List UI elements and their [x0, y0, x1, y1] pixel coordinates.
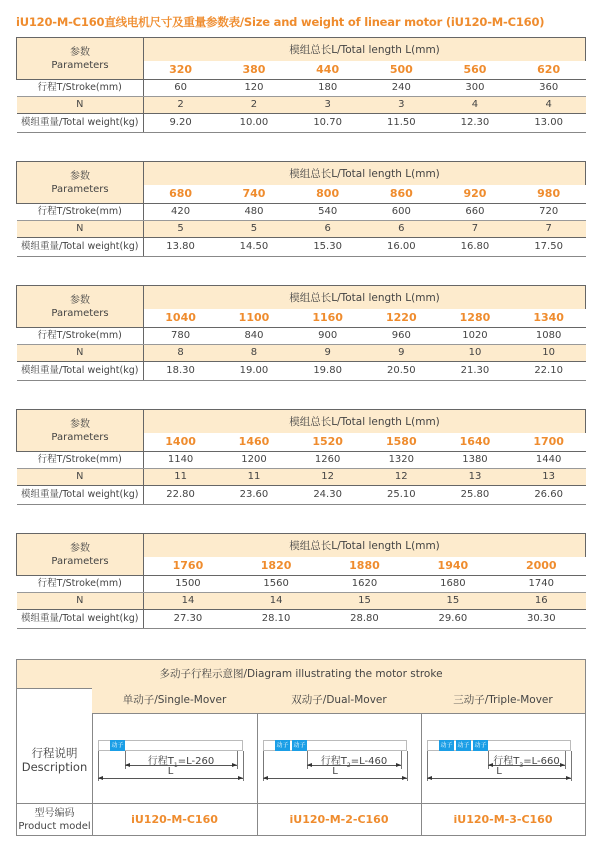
length-value: 1340 — [512, 309, 586, 328]
weight-value: 16.80 — [438, 238, 512, 257]
stroke-value: 120 — [217, 80, 291, 97]
length-value: 620 — [512, 61, 586, 80]
n-value: 9 — [364, 345, 438, 362]
length-value: 1760 — [144, 557, 232, 576]
parameters-header — [17, 410, 144, 452]
n-value: 2 — [217, 97, 291, 114]
length-value: 980 — [512, 185, 586, 204]
n-value: 13 — [512, 469, 586, 486]
spec-table — [16, 533, 586, 629]
length-value: 1580 — [364, 433, 438, 452]
stroke-row-label: 行程T/Stroke(mm) — [17, 576, 144, 593]
weight-value: 26.60 — [512, 486, 586, 505]
stroke-value: 660 — [438, 204, 512, 221]
stroke-row-label: 行程T/Stroke(mm) — [17, 452, 144, 469]
stroke-row — [17, 204, 586, 221]
length-label: L — [496, 766, 502, 777]
n-row — [17, 593, 586, 610]
weight-value: 27.30 — [144, 610, 232, 629]
length-value: 560 — [438, 61, 512, 80]
description-cn: 行程说明 — [31, 746, 78, 760]
stroke-subscript: 1 — [173, 762, 178, 769]
length-value: 440 — [291, 61, 365, 80]
n-row-label: N — [17, 593, 144, 610]
weight-row — [17, 610, 586, 629]
length-value: 680 — [144, 185, 218, 204]
stroke-prefix: 行程T — [320, 756, 347, 767]
length-value: 500 — [364, 61, 438, 80]
diagram-column — [92, 688, 258, 835]
length-value: 1820 — [232, 557, 320, 576]
stroke-value: 1020 — [438, 328, 512, 345]
stroke-row-label: 行程T/Stroke(mm) — [17, 204, 144, 221]
product-model-label — [17, 803, 92, 835]
length-value: 1700 — [512, 433, 586, 452]
weight-row — [17, 362, 586, 381]
stroke-value: 1680 — [409, 576, 497, 593]
product-model-cn: 型号编码 — [34, 808, 75, 819]
stroke-row — [17, 328, 586, 345]
mover-block: 动子 — [111, 742, 124, 749]
stroke-value: 1200 — [217, 452, 291, 469]
n-value: 6 — [291, 221, 365, 238]
stroke-value: 180 — [291, 80, 365, 97]
stroke-value: 540 — [291, 204, 365, 221]
extension-line — [571, 751, 572, 781]
n-row — [17, 345, 586, 362]
product-model: iU120-M-2-C160 — [257, 803, 421, 836]
stroke-value: 60 — [144, 80, 218, 97]
stroke-value: 720 — [512, 204, 586, 221]
weight-value: 24.30 — [291, 486, 365, 505]
length-value: 1940 — [409, 557, 497, 576]
n-value: 7 — [512, 221, 586, 238]
weight-value: 19.80 — [291, 362, 365, 381]
stroke-value: 1500 — [144, 576, 232, 593]
weight-value: 18.30 — [144, 362, 218, 381]
mover-block: 动子 — [276, 742, 289, 749]
parameters-cn: 参数 — [70, 170, 90, 182]
n-value: 4 — [438, 97, 512, 114]
length-value: 320 — [144, 61, 218, 80]
product-model: iU120-M-C160 — [92, 803, 257, 836]
parameters-cn: 参数 — [70, 418, 90, 430]
stroke-subscript: 2 — [346, 762, 351, 769]
n-value: 10 — [512, 345, 586, 362]
n-value: 15 — [409, 593, 497, 610]
weight-value: 17.50 — [512, 238, 586, 257]
mover-type-header: 单动子/Single-Mover — [92, 688, 257, 714]
n-value: 11 — [144, 469, 218, 486]
diagram-title: 多动子行程示意图/Diagram illustrating the motor stroke — [17, 660, 585, 689]
stroke-row-label: 行程T/Stroke(mm) — [17, 80, 144, 97]
n-value: 9 — [291, 345, 365, 362]
stroke-value: 1740 — [497, 576, 585, 593]
weight-value: 22.10 — [512, 362, 586, 381]
weight-row — [17, 238, 586, 257]
stroke-value: 420 — [144, 204, 218, 221]
weight-value: 30.30 — [497, 610, 585, 629]
total-length-header: 模组总长L/Total length L(mm) — [144, 534, 586, 558]
n-row-label: N — [17, 221, 144, 238]
n-value: 5 — [144, 221, 218, 238]
length-value: 740 — [217, 185, 291, 204]
length-label: L — [332, 766, 338, 777]
stroke-value: 1380 — [438, 452, 512, 469]
stroke-value: 240 — [364, 80, 438, 97]
stroke-value: 1080 — [512, 328, 586, 345]
length-value: 380 — [217, 61, 291, 80]
weight-value: 25.80 — [438, 486, 512, 505]
n-value: 8 — [217, 345, 291, 362]
n-value: 16 — [497, 593, 585, 610]
n-value: 5 — [217, 221, 291, 238]
length-value: 1400 — [144, 433, 218, 452]
stroke-prefix: 行程T — [493, 756, 520, 767]
length-value: 1040 — [144, 309, 218, 328]
n-value: 12 — [364, 469, 438, 486]
weight-value: 28.10 — [232, 610, 320, 629]
spec-table — [16, 37, 586, 133]
page-title: iU120-M-C160直线电机尺寸及重量参数表/Size and weight of linear motor (iU120-M-C160) — [16, 15, 545, 29]
extension-line — [243, 751, 244, 781]
n-value: 4 — [512, 97, 586, 114]
parameters-cn: 参数 — [70, 542, 90, 554]
n-value: 3 — [364, 97, 438, 114]
stroke-value: 840 — [217, 328, 291, 345]
n-value: 12 — [291, 469, 365, 486]
extension-line — [407, 751, 408, 781]
weight-value: 10.00 — [217, 114, 291, 133]
n-row-label: N — [17, 469, 144, 486]
length-value: 920 — [438, 185, 512, 204]
n-row — [17, 221, 586, 238]
weight-row-label: 模组重量/Total weight(kg) — [17, 238, 144, 257]
spec-table — [16, 285, 586, 381]
stroke-value: 1560 — [232, 576, 320, 593]
weight-value: 29.60 — [409, 610, 497, 629]
n-value: 3 — [291, 97, 365, 114]
weight-value: 15.30 — [291, 238, 365, 257]
length-value: 1520 — [291, 433, 365, 452]
mover-block: 动子 — [457, 742, 470, 749]
stroke-value: 1140 — [144, 452, 218, 469]
n-row — [17, 469, 586, 486]
parameters-cn: 参数 — [70, 294, 90, 306]
stroke-value: 780 — [144, 328, 218, 345]
weight-value: 12.30 — [438, 114, 512, 133]
weight-value: 22.80 — [144, 486, 218, 505]
stroke-subscript: 3 — [519, 762, 524, 769]
mover-block: 动子 — [440, 742, 453, 749]
parameters-en: Parameters — [51, 307, 109, 319]
weight-value: 11.50 — [364, 114, 438, 133]
n-value: 13 — [438, 469, 512, 486]
stroke-suffix: =L-460 — [350, 756, 388, 767]
parameters-en: Parameters — [51, 183, 109, 195]
length-value: 2000 — [497, 557, 585, 576]
stroke-value: 300 — [438, 80, 512, 97]
mover-type-header: 三动子/Triple-Mover — [421, 688, 585, 714]
stroke-row — [17, 452, 586, 469]
spec-table — [16, 409, 586, 505]
stroke-value: 1260 — [291, 452, 365, 469]
weight-row-label: 模组重量/Total weight(kg) — [17, 114, 144, 133]
stroke-diagram — [16, 659, 586, 836]
weight-value: 25.10 — [364, 486, 438, 505]
parameters-header — [17, 38, 144, 80]
weight-value: 14.50 — [217, 238, 291, 257]
description-label — [17, 746, 92, 774]
weight-row — [17, 114, 586, 133]
stroke-row-label: 行程T/Stroke(mm) — [17, 328, 144, 345]
stroke-row — [17, 80, 586, 97]
n-value: 15 — [320, 593, 408, 610]
total-length-header: 模组总长L/Total length L(mm) — [144, 38, 586, 62]
length-value: 1100 — [217, 309, 291, 328]
length-dimension-line — [427, 778, 571, 779]
product-model: iU120-M-3-C160 — [421, 803, 585, 836]
n-value: 6 — [364, 221, 438, 238]
length-value: 800 — [291, 185, 365, 204]
weight-row-label: 模组重量/Total weight(kg) — [17, 486, 144, 505]
weight-value: 10.70 — [291, 114, 365, 133]
length-value: 1460 — [217, 433, 291, 452]
diagram-column — [421, 688, 585, 835]
diagram-label-column — [17, 688, 93, 835]
length-value: 1220 — [364, 309, 438, 328]
stroke-value: 900 — [291, 328, 365, 345]
parameters-en: Parameters — [51, 431, 109, 443]
weight-value: 13.80 — [144, 238, 218, 257]
length-value: 1160 — [291, 309, 365, 328]
weight-row-label: 模组重量/Total weight(kg) — [17, 610, 144, 629]
mover-block: 动子 — [474, 742, 487, 749]
stroke-value: 1320 — [364, 452, 438, 469]
parameters-header — [17, 162, 144, 204]
stroke-suffix: =L-260 — [177, 756, 215, 767]
stroke-row — [17, 576, 586, 593]
parameters-en: Parameters — [51, 59, 109, 71]
n-row — [17, 97, 586, 114]
length-value: 1640 — [438, 433, 512, 452]
spec-table — [16, 161, 586, 257]
total-length-header: 模组总长L/Total length L(mm) — [144, 410, 586, 434]
n-value: 7 — [438, 221, 512, 238]
total-length-header: 模组总长L/Total length L(mm) — [144, 286, 586, 310]
stroke-value: 480 — [217, 204, 291, 221]
n-value: 2 — [144, 97, 218, 114]
parameters-cn: 参数 — [70, 46, 90, 58]
weight-value: 9.20 — [144, 114, 218, 133]
stroke-value: 960 — [364, 328, 438, 345]
mover-block: 动子 — [293, 742, 306, 749]
product-model-en: Product model — [18, 821, 91, 832]
weight-value: 21.30 — [438, 362, 512, 381]
n-value: 8 — [144, 345, 218, 362]
description-en: Description — [21, 760, 88, 774]
n-row-label: N — [17, 345, 144, 362]
stroke-value: 1620 — [320, 576, 408, 593]
diagram-column — [257, 688, 422, 835]
length-value: 1280 — [438, 309, 512, 328]
stroke-value: 360 — [512, 80, 586, 97]
mover-type-header: 双动子/Dual-Mover — [257, 688, 421, 714]
weight-value: 13.00 — [512, 114, 586, 133]
weight-value: 19.00 — [217, 362, 291, 381]
n-value: 11 — [217, 469, 291, 486]
length-value: 1880 — [320, 557, 408, 576]
weight-value: 28.80 — [320, 610, 408, 629]
length-dimension-line — [263, 778, 407, 779]
total-length-header: 模组总长L/Total length L(mm) — [144, 162, 586, 186]
n-value: 14 — [144, 593, 232, 610]
weight-row-label: 模组重量/Total weight(kg) — [17, 362, 144, 381]
n-row-label: N — [17, 97, 144, 114]
n-value: 10 — [438, 345, 512, 362]
length-value: 860 — [364, 185, 438, 204]
n-value: 14 — [232, 593, 320, 610]
length-dimension-line — [98, 778, 243, 779]
stroke-value: 1440 — [512, 452, 586, 469]
stroke-value: 600 — [364, 204, 438, 221]
weight-value: 20.50 — [364, 362, 438, 381]
weight-value: 16.00 — [364, 238, 438, 257]
stroke-suffix: =L-660 — [523, 756, 560, 767]
parameters-en: Parameters — [51, 555, 109, 567]
weight-row — [17, 486, 586, 505]
stroke-prefix: 行程T — [147, 756, 174, 767]
weight-value: 23.60 — [217, 486, 291, 505]
parameters-header — [17, 534, 144, 576]
parameters-header — [17, 286, 144, 328]
length-label: L — [167, 766, 174, 777]
